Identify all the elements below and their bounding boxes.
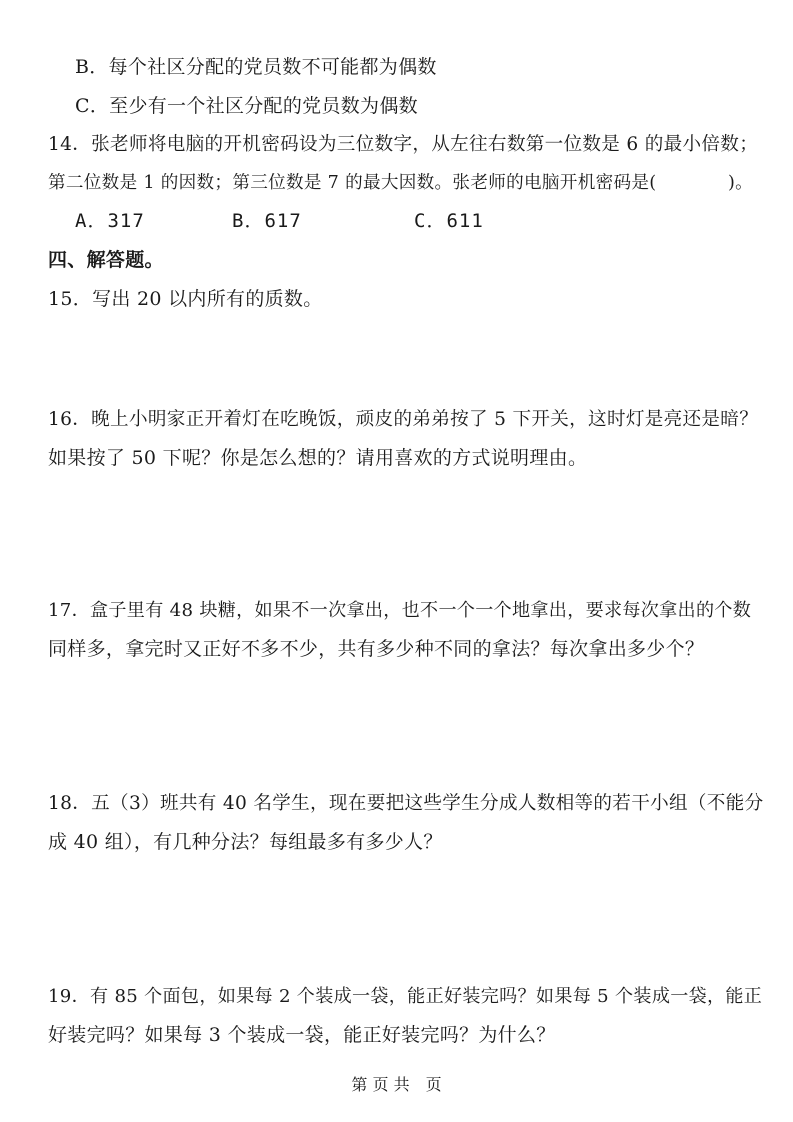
q18-line-2: 成 40 组），有几种分法？每组最多有多少人？ [48, 831, 443, 853]
q14-option-b: B．617 [232, 210, 302, 232]
q14-option-a: A．317 [75, 210, 145, 232]
page-footer: 第 页 共 页 [351, 1075, 442, 1094]
q18-line-1: 18．五（3）班共有 40 名学生，现在要把这些学生分成人数相等的若干小组（不能分 [48, 793, 764, 814]
q15-line-1: 15．写出 20 以内所有的质数。 [48, 288, 323, 310]
q13-option-c: C．至少有一个社区分配的党员数为偶数 [75, 95, 418, 117]
q14-line-1: 14．张老师将电脑的开机密码设为三位数字，从左往右数第一位数是 6 的最小倍数； [48, 134, 759, 155]
q14-option-c: C．611 [414, 210, 484, 232]
q14-line-2: 第二位数是 1 的因数；第三位数是 7 的最大因数。张老师的电脑开机密码是( )。 [48, 173, 754, 193]
q17-line-2: 同样多，拿完时又正好不多不少，共有多少种不同的拿法？每次拿出多少个？ [48, 638, 705, 660]
q16-line-1: 16．晚上小明家正开着灯在吃晚饭，顽皮的弟弟按了 5 下开关，这时灯是亮还是暗？ [48, 409, 759, 430]
q19-line-1: 19．有 85 个面包，如果每 2 个装成一袋，能正好装完吗？如果每 5 个装成一袋，能正 [48, 986, 763, 1007]
q19-line-2: 好装完吗？如果每 3 个装成一袋，能正好装完吗？为什么？ [48, 1024, 556, 1046]
section-heading-answer-questions: 四、解答题。 [48, 249, 164, 271]
q16-line-2: 如果按了 50 下呢？你是怎么想的？请用喜欢的方式说明理由。 [48, 447, 588, 469]
q17-line-1: 17．盒子里有 48 块糖，如果不一次拿出，也不一个一个地拿出，要求每次拿出的个数 [48, 600, 752, 621]
q13-option-b: B．每个社区分配的党员数不可能都为偶数 [75, 56, 437, 78]
